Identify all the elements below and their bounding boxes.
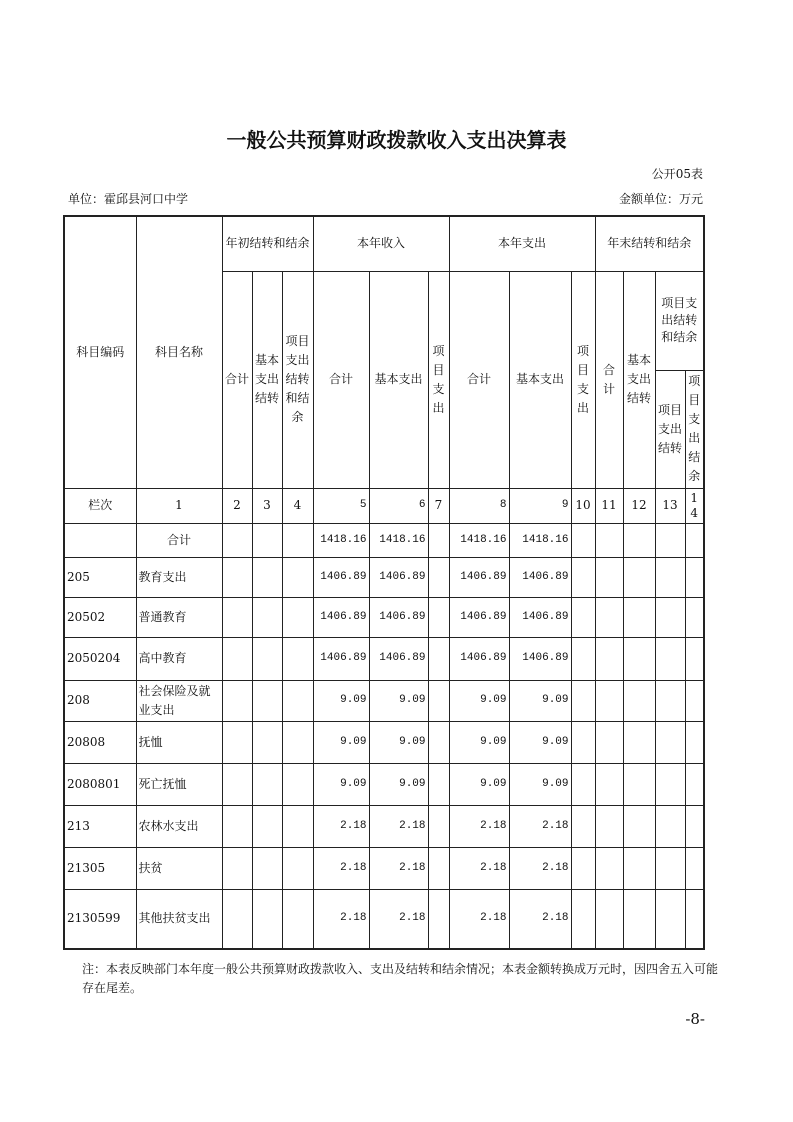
cell-empty [623, 805, 655, 847]
column-index: 13 [655, 488, 685, 523]
header-total: 合计 [313, 271, 369, 488]
cell-empty [595, 680, 623, 721]
cell-empty [428, 637, 449, 680]
cell-col-5: 1418.16 [313, 523, 369, 557]
cell-empty [685, 847, 704, 889]
cell-empty [571, 721, 595, 763]
cell-col-6: 1406.89 [369, 597, 428, 637]
cell-empty [282, 805, 313, 847]
cell-empty [623, 637, 655, 680]
cell-col-6: 9.09 [369, 721, 428, 763]
cell-empty [595, 847, 623, 889]
table-row [64, 523, 704, 557]
cell-empty [571, 637, 595, 680]
cell-empty [252, 557, 282, 597]
header-code: 科目编码 [64, 216, 136, 488]
cell-empty [282, 847, 313, 889]
header-group-income: 本年收入 [313, 216, 449, 271]
cell-col-5: 2.18 [313, 805, 369, 847]
cell-empty [252, 597, 282, 637]
cell-col-5: 1406.89 [313, 637, 369, 680]
cell-empty [252, 805, 282, 847]
row-code: 2050204 [64, 637, 136, 680]
column-index: 3 [252, 488, 282, 523]
column-index: 12 [623, 488, 655, 523]
column-index: 6 [369, 488, 428, 523]
row-code: 20502 [64, 597, 136, 637]
cell-empty [623, 680, 655, 721]
row-code: 2080801 [64, 763, 136, 805]
column-index: 11 [595, 488, 623, 523]
row-code: 2130599 [64, 889, 136, 949]
cell-empty [595, 805, 623, 847]
row-name: 高中教育 [136, 637, 222, 680]
row-code: 20808 [64, 721, 136, 763]
cell-col-5: 2.18 [313, 847, 369, 889]
page-title: 一般公共预算财政拨款收入支出决算表 [226, 128, 567, 152]
row-name: 其他扶贫支出 [136, 889, 222, 949]
cell-empty [655, 680, 685, 721]
cell-empty [428, 680, 449, 721]
cell-empty [282, 557, 313, 597]
cell-empty [685, 721, 704, 763]
cell-col-9: 9.09 [509, 721, 571, 763]
cell-empty [222, 637, 252, 680]
cell-empty [222, 847, 252, 889]
cell-empty [685, 680, 704, 721]
column-index: 2 [222, 488, 252, 523]
column-index: 1 [136, 488, 222, 523]
cell-empty [571, 763, 595, 805]
cell-col-9: 1418.16 [509, 523, 571, 557]
header-proj: 项目支出 [428, 271, 449, 488]
cell-col-6: 9.09 [369, 763, 428, 805]
table-row [64, 557, 704, 597]
cell-col-8: 2.18 [449, 805, 509, 847]
header-proj-carry: 项目支出结转 [655, 370, 685, 488]
table-row [64, 637, 704, 680]
cell-empty [252, 763, 282, 805]
cell-col-9: 9.09 [509, 763, 571, 805]
cell-empty [655, 597, 685, 637]
cell-empty [571, 680, 595, 721]
cell-empty [428, 847, 449, 889]
header-proj: 项目支出 [571, 271, 595, 488]
cell-col-9: 2.18 [509, 889, 571, 949]
budget-table [63, 215, 705, 950]
cell-empty [571, 889, 595, 949]
row-code: 208 [64, 680, 136, 721]
row-name: 社会保险及就业支出 [136, 680, 222, 721]
table-row [64, 597, 704, 637]
cell-col-5: 9.09 [313, 763, 369, 805]
cell-empty [655, 805, 685, 847]
cell-empty [595, 721, 623, 763]
table-row [64, 680, 704, 721]
cell-empty [282, 721, 313, 763]
table-row [64, 847, 704, 889]
cell-empty [282, 637, 313, 680]
cell-empty [428, 557, 449, 597]
cell-empty [685, 763, 704, 805]
column-index: 5 [313, 488, 369, 523]
header-basic: 基本支出 [369, 271, 428, 488]
cell-col-9: 1406.89 [509, 637, 571, 680]
header-proj-bal: 项目支出结余 [685, 370, 704, 488]
cell-col-9: 1406.89 [509, 557, 571, 597]
cell-empty [655, 889, 685, 949]
cell-empty [252, 680, 282, 721]
cell-col-8: 1406.89 [449, 597, 509, 637]
cell-empty [685, 597, 704, 637]
cell-col-6: 1418.16 [369, 523, 428, 557]
cell-empty [571, 523, 595, 557]
cell-empty [655, 523, 685, 557]
row-code: 213 [64, 805, 136, 847]
cell-empty [222, 597, 252, 637]
cell-empty [222, 889, 252, 949]
cell-col-8: 1418.16 [449, 523, 509, 557]
cell-col-5: 1406.89 [313, 597, 369, 637]
header-basic-carry: 基本支出结转 [623, 271, 655, 488]
cell-col-9: 2.18 [509, 805, 571, 847]
cell-empty [655, 847, 685, 889]
header-proj-carry-bal: 项目支出结转和结余 [655, 271, 704, 370]
row-name: 合计 [136, 523, 222, 557]
cell-empty [655, 637, 685, 680]
cell-empty [685, 805, 704, 847]
header-basic: 基本支出 [509, 271, 571, 488]
cell-empty [685, 889, 704, 949]
footnote: 注：本表反映部门本年度一般公共预算财政拨款收入、支出及结转和结余情况；本表金额转换成万元时，因四舍五入可能存在尾差。 [82, 962, 719, 995]
row-code: 21305 [64, 847, 136, 889]
cell-col-8: 2.18 [449, 889, 509, 949]
row-name: 死亡抚恤 [136, 763, 222, 805]
column-index: 14 [685, 488, 704, 523]
cell-col-8: 9.09 [449, 721, 509, 763]
cell-empty [252, 523, 282, 557]
cell-empty [623, 889, 655, 949]
header-total: 合计 [595, 271, 623, 488]
table-row [64, 889, 704, 949]
cell-empty [222, 721, 252, 763]
amount-unit-label: 金额单位：万元 [618, 192, 703, 206]
cell-empty [282, 763, 313, 805]
cell-empty [623, 847, 655, 889]
cell-empty [571, 597, 595, 637]
cell-col-8: 1406.89 [449, 557, 509, 597]
header-group-closing: 年末结转和结余 [595, 216, 704, 271]
cell-empty [685, 637, 704, 680]
cell-empty [222, 805, 252, 847]
cell-col-9: 1406.89 [509, 597, 571, 637]
cell-empty [685, 523, 704, 557]
cell-empty [571, 557, 595, 597]
page-number: -8- [685, 1010, 705, 1028]
cell-empty [655, 763, 685, 805]
cell-col-5: 1406.89 [313, 557, 369, 597]
cell-empty [595, 557, 623, 597]
cell-empty [282, 680, 313, 721]
cell-col-9: 2.18 [509, 847, 571, 889]
cell-col-6: 1406.89 [369, 557, 428, 597]
cell-empty [252, 847, 282, 889]
cell-empty [428, 523, 449, 557]
column-index: 10 [571, 488, 595, 523]
cell-empty [428, 805, 449, 847]
cell-empty [571, 805, 595, 847]
cell-empty [282, 889, 313, 949]
cell-col-6: 2.18 [369, 847, 428, 889]
cell-empty [595, 763, 623, 805]
cell-empty [428, 597, 449, 637]
row-code [64, 523, 136, 557]
cell-empty [655, 557, 685, 597]
cell-empty [252, 889, 282, 949]
cell-empty [252, 721, 282, 763]
cell-empty [252, 637, 282, 680]
cell-empty [282, 597, 313, 637]
cell-empty [623, 597, 655, 637]
cell-empty [282, 523, 313, 557]
cell-col-9: 9.09 [509, 680, 571, 721]
table-row [64, 721, 704, 763]
header-basic-carry: 基本支出结转 [252, 271, 282, 488]
cell-col-6: 1406.89 [369, 637, 428, 680]
cell-col-5: 9.09 [313, 721, 369, 763]
column-index: 7 [428, 488, 449, 523]
cell-col-8: 2.18 [449, 847, 509, 889]
cell-empty [222, 523, 252, 557]
cell-col-8: 9.09 [449, 763, 509, 805]
row-name: 教育支出 [136, 557, 222, 597]
cell-empty [595, 597, 623, 637]
cell-empty [623, 763, 655, 805]
cell-empty [623, 523, 655, 557]
cell-col-5: 9.09 [313, 680, 369, 721]
cell-col-6: 2.18 [369, 805, 428, 847]
row-name: 农林水支出 [136, 805, 222, 847]
cell-empty [655, 721, 685, 763]
cell-empty [595, 889, 623, 949]
table-row [64, 763, 704, 805]
cell-empty [685, 557, 704, 597]
table-row [64, 805, 704, 847]
header-total: 合计 [222, 271, 252, 488]
cell-empty [595, 637, 623, 680]
cell-col-6: 9.09 [369, 680, 428, 721]
cell-col-8: 9.09 [449, 680, 509, 721]
header-name: 科目名称 [136, 216, 222, 488]
cell-empty [571, 847, 595, 889]
cell-empty [428, 889, 449, 949]
column-index: 栏次 [64, 488, 136, 523]
cell-empty [595, 523, 623, 557]
column-index: 9 [509, 488, 571, 523]
form-number: 公开05表 [651, 167, 703, 181]
cell-col-6: 2.18 [369, 889, 428, 949]
cell-empty [623, 721, 655, 763]
row-name: 扶贫 [136, 847, 222, 889]
header-group-opening: 年初结转和结余 [222, 216, 313, 271]
column-index: 4 [282, 488, 313, 523]
header-group-expense: 本年支出 [449, 216, 595, 271]
cell-empty [222, 680, 252, 721]
row-name: 抚恤 [136, 721, 222, 763]
header-proj-carry-bal: 项目支出结转和结余 [282, 271, 313, 488]
cell-empty [222, 763, 252, 805]
column-index: 8 [449, 488, 509, 523]
header-total: 合计 [449, 271, 509, 488]
cell-col-8: 1406.89 [449, 637, 509, 680]
cell-empty [428, 721, 449, 763]
cell-col-5: 2.18 [313, 889, 369, 949]
cell-empty [222, 557, 252, 597]
cell-empty [623, 557, 655, 597]
row-code: 205 [64, 557, 136, 597]
row-name: 普通教育 [136, 597, 222, 637]
unit-label: 单位：霍邱县河口中学 [68, 192, 189, 206]
cell-empty [428, 763, 449, 805]
